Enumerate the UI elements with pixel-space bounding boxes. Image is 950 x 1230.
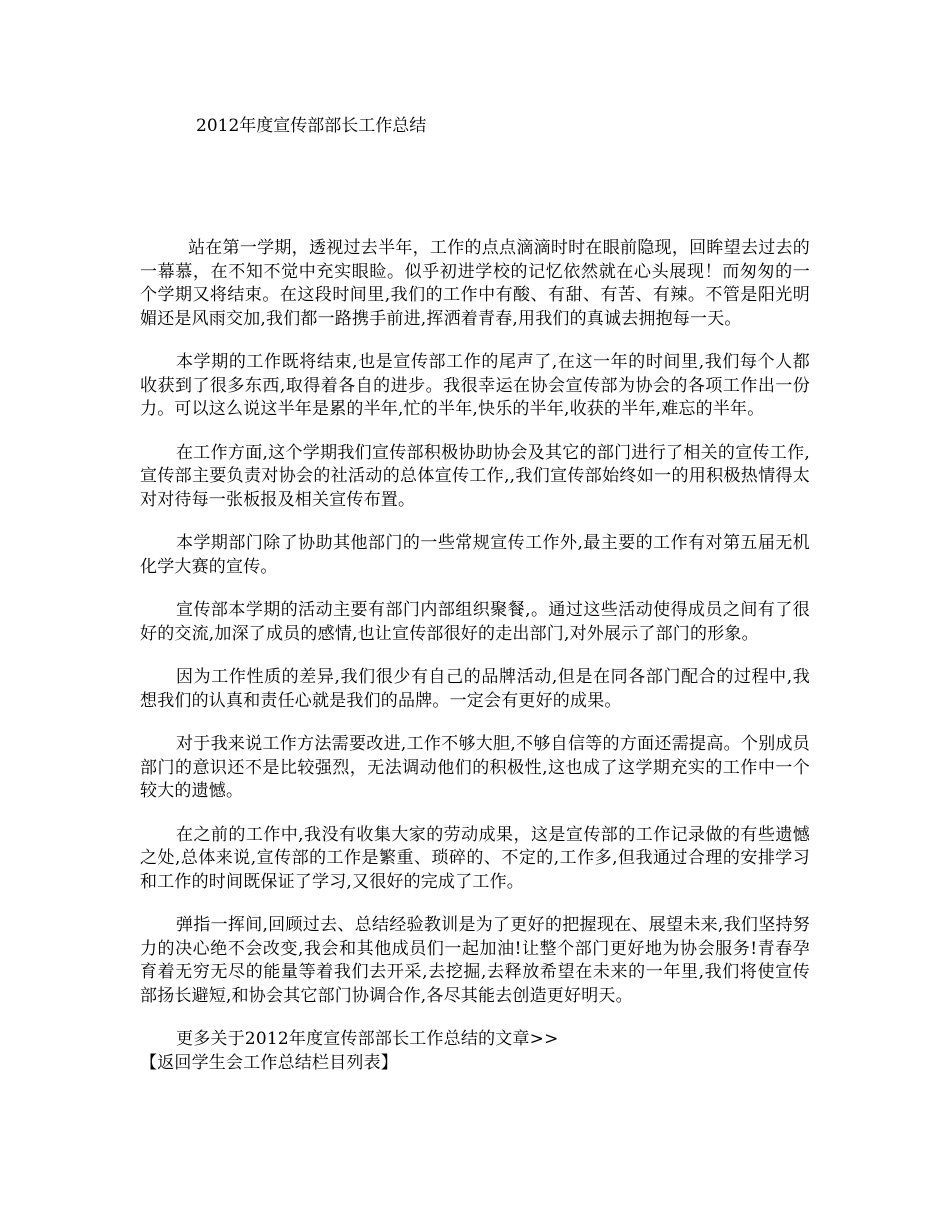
document-body: [140, 237, 810, 1075]
more-articles-text: 更多关于2012年度宣传部部长工作总结的文章>>: [176, 1029, 559, 1049]
return-to-list-link[interactable]: 【返回学生会工作总结栏目列表】: [140, 1052, 398, 1073]
paragraph-1: 站在第一学期，透视过去半年，工作的点点滴滴时时在眼前隐现，回眸望去过去的一幕慕，在不知不觉中充实眼睑。似乎初进学校的记忆依然就在心头展现！而匆匆的一个学期又将结束。在这段时间里,我们的工作中有酸、有甜、有苦、有辣。不管是阳光明媚还是风雨交加,我们都一路携手前进,挥洒着青春,用我们的真诚去拥抱每一天。: [140, 238, 810, 329]
paragraph-6: 因为工作性质的差异,我们很少有自己的品牌活动,但是在同各部门配合的过程中,我想我们的认真和责任心就是我们的品牌。一定会有更好的成果。: [140, 667, 810, 711]
document-title: 2012年度宣传部部长工作总结: [196, 116, 427, 136]
paragraph-7: 对于我来说工作方法需要改进,工作不够大胆,不够自信等的方面还需提高。个别成员部门的意识还不是比较强烈，无法调动他们的积极性,这也成了这学期充实的工作中一个较大的遗憾。: [140, 734, 810, 801]
paragraph-9: 弹指一挥间,回顾过去、总结经验教训是为了更好的把握现在、展望未来,我们坚持努力的决心绝不会改变,我会和其他成员们一起加油!让整个部门更好地为协会服务!青春孕育着无穷无尽的能量等着我们去开采,去挖掘,去释放希望在未来的一年里,我们将使宣传部扬长避短,和协会其它部门协调合作,各尽其能去创造更好明天。: [140, 915, 810, 1006]
related-articles-line: [140, 1028, 810, 1075]
paragraph-3: 在工作方面,这个学期我们宣传部积极协助协会及其它的部门进行了相关的宣传工作,宣传部主要负责对协会的社活动的总体宣传工作,,我们宣传部始终如一的用积极热情得太对对待每一张板报及相关宣传布置。: [140, 442, 810, 510]
paragraph-5: 宣传部本学期的活动主要有部门内部组织聚餐,。通过这些活动使得成员之间有了很好的交流,加深了成员的感情,也让宣传部很好的走出部门,对外展示了部门的形象。: [140, 600, 810, 644]
paragraph-4: 本学期部门除了协助其他部门的一些常规宣传工作外,最主要的工作有对第五届无机化学大赛的宣传。: [140, 533, 810, 577]
paragraph-8: 在之前的工作中,我没有收集大家的劳动成果，这是宣传部的工作记录做的有些遗憾之处,总体来说,宣传部的工作是繁重、琐碎的、不定的,工作多,但我通过合理的安排学习和工作的时间既保证了学习,又很好的完成了工作。: [140, 824, 810, 892]
paragraph-2: 本学期的工作既将结束,也是宣传部工作的尾声了,在这一年的时间里,我们每个人都收获到了很多东西,取得着各自的进步。我很幸运在协会宣传部为协会的各项工作出一份力。可以这么说这半年是累的半年,忙的半年,快乐的半年,收获的半年,难忘的半年。: [140, 352, 810, 419]
